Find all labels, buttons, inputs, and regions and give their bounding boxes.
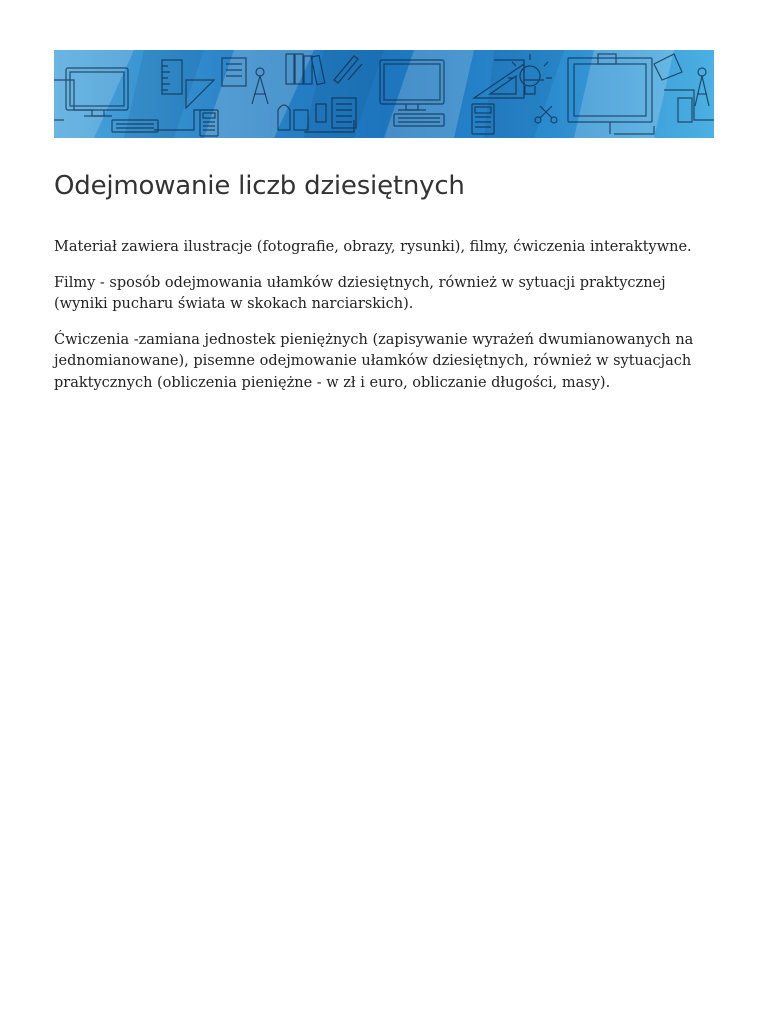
compass-icon	[695, 68, 709, 106]
paragraph-exercises: Ćwiczenia -zamiana jednostek pieniężnych (zapisywanie wyrażeń dwumianowanych na jednomianowane), pisemne odejmowanie ułamków dziesiętnych, również w sytuacjach praktycznych (obliczenia pieniężne - w zł i euro, obliczanie długości, masy).	[54, 331, 694, 391]
header-banner	[54, 50, 714, 138]
paragraph-materials: Materiał zawiera ilustracje (fotografie, obrazy, rysunki), filmy, ćwiczenia interaktywne.	[54, 239, 692, 255]
page-title: Odejmowanie liczb dziesiętnych	[54, 171, 465, 201]
paragraph-films: Filmy - sposób odejmowania ułamków dziesiętnych, również w sytuacji praktycznej (wyniki pucharu świata w skokach narciarskich).	[54, 274, 666, 312]
banner-illustration	[54, 50, 714, 138]
description-body	[54, 237, 714, 408]
